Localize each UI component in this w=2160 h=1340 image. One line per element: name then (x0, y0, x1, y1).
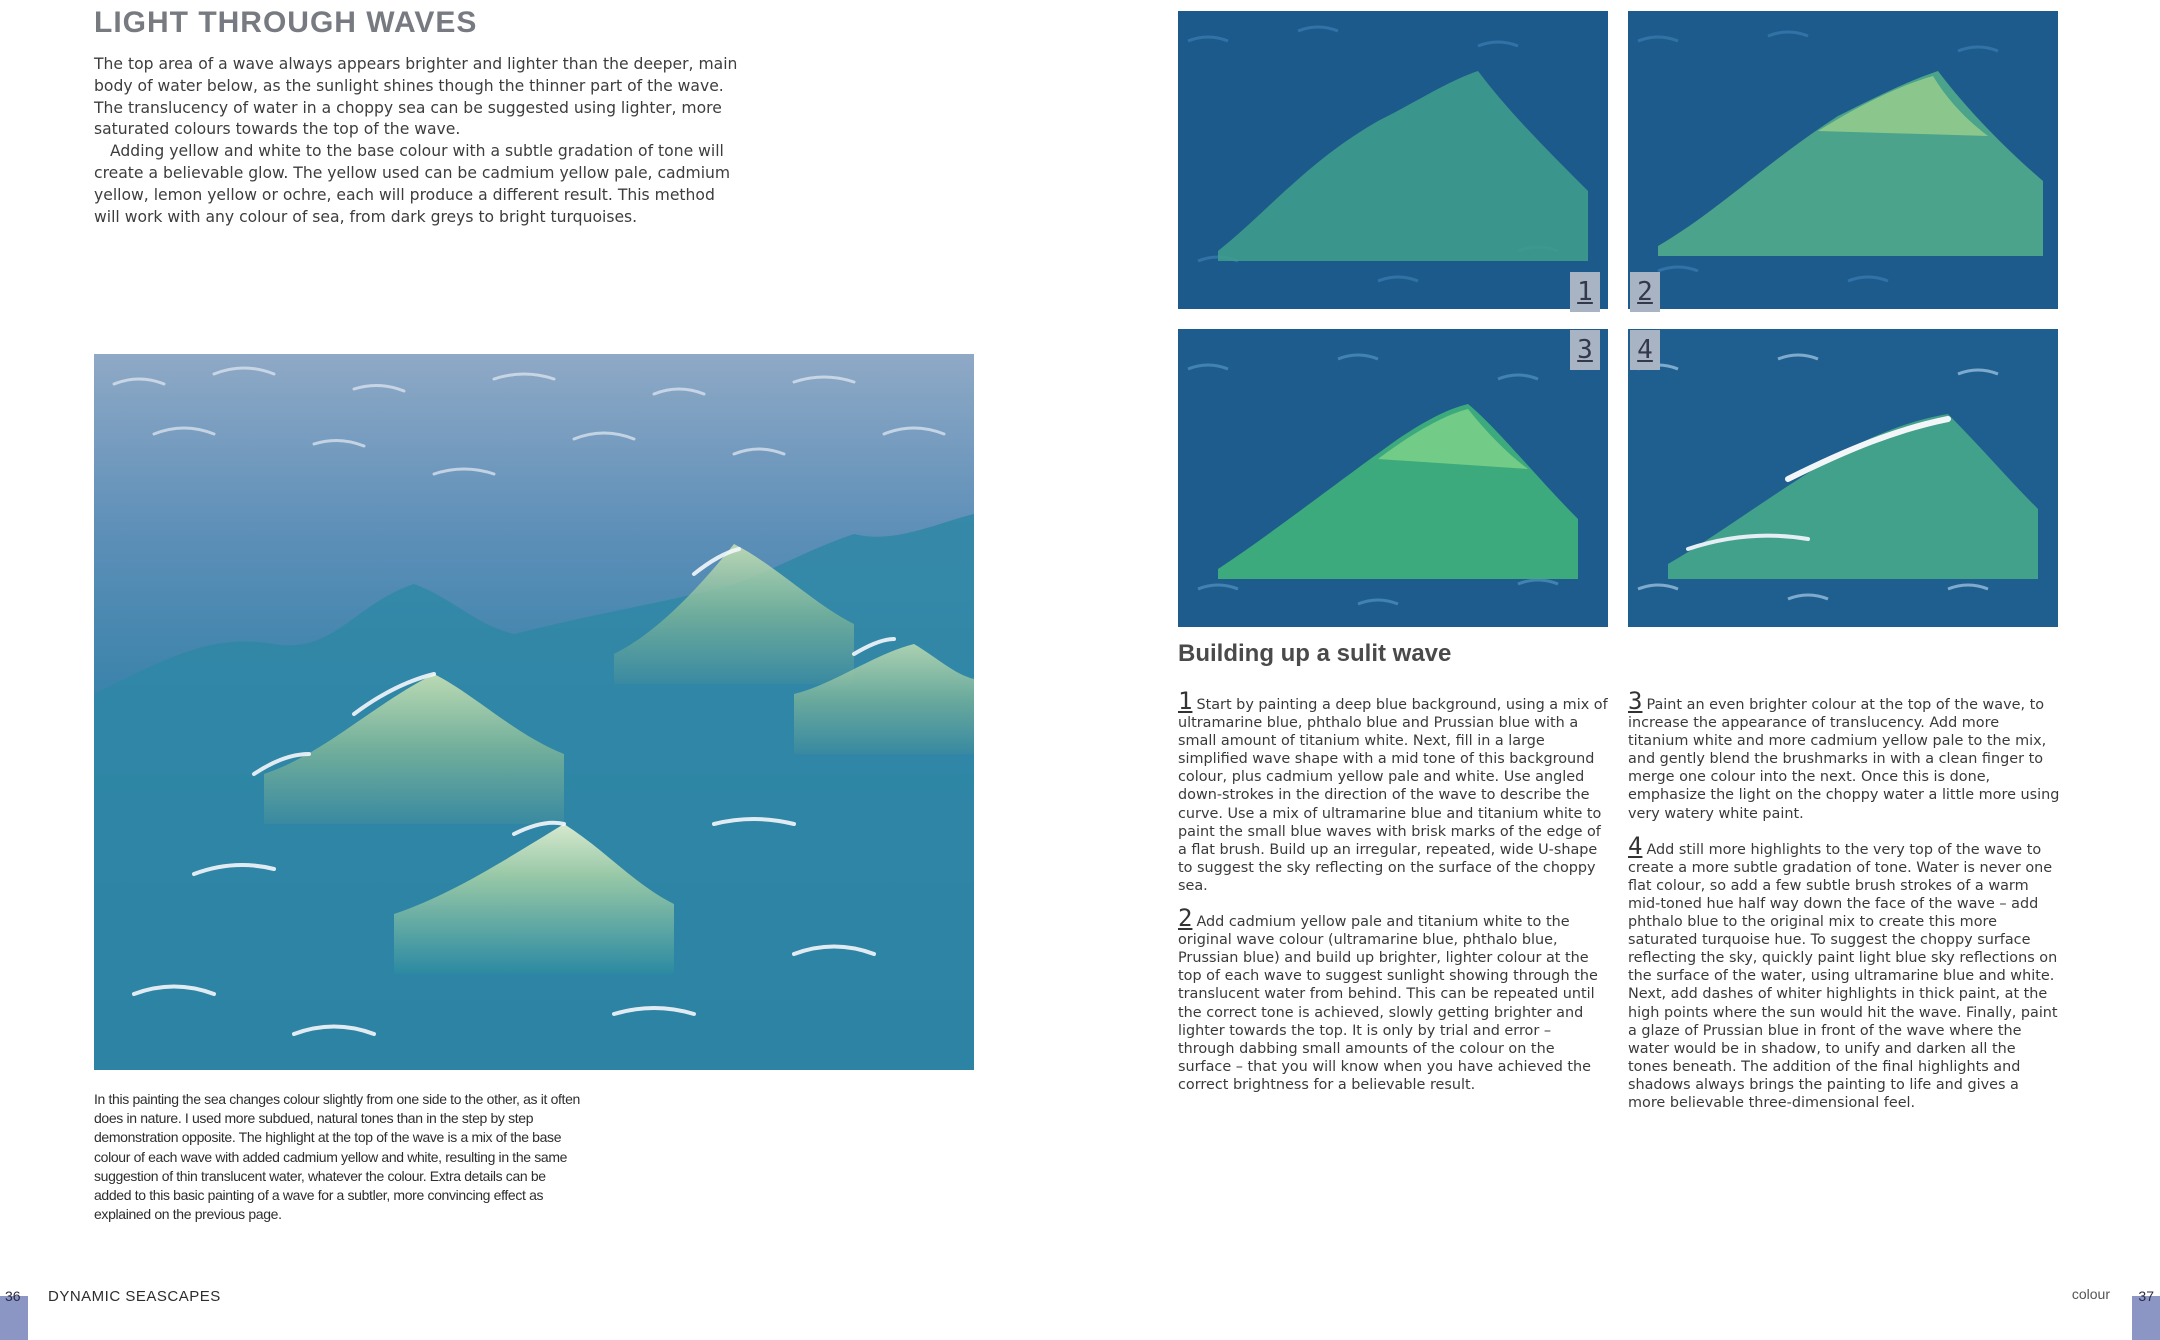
step-2-image (1628, 11, 2058, 309)
step-badge: 3 (1570, 330, 1600, 370)
section-subheading: Building up a sulit wave (1178, 640, 1452, 667)
step-text: Paint an even brighter colour at the top of the wave, to increase the appearance of translucency. Add more titanium white and more cadmium yellow pale to the mix, and gently blend the brushmarks in with a clean finger to merge one colour into the next. Once this is done, emphasize the light on the choppy water a little more using very watery white paint. (1628, 697, 2060, 822)
step-badge: 1 (1570, 272, 1600, 312)
step-1-image (1178, 11, 1608, 309)
steps-column-right (1628, 687, 2060, 1126)
step-text: Start by painting a deep blue background, using a mix of ultramarine blue, phthalo blue and Prussian blue with a small amount of titanium white. Next, fill in a large simplified wave shape with a mid tone of this background colour, plus cadmium yellow pale and white. Use angled down-strokes in the direction of the wave to describe the curve. Use a mix of ultramarine blue and titanium white to paint the small blue waves with brisk marks of the edge of a flat brush. Build up an irregular, repeated, wide U-shape to suggest the sky reflecting on the surface of the choppy sea. (1178, 697, 1608, 894)
painting-caption: In this painting the sea changes colour slightly from one side to the other, as it often does in nature. I used more subdued, natural tones than in the step by step demonstration opposite. The highlight at the top of the wave is a mix of the base colour of each wave with added cadmium yellow and white, resulting in the same suggestion of thin translucent water, whatever the colour. Extra details can be added to this basic painting of a wave for a subtler, more convincing effect as explained on the previous page. (94, 1091, 580, 1223)
page-number: 36 (5, 1288, 21, 1304)
step-number: 4 (1628, 831, 1643, 860)
step-text: Add cadmium yellow pale and titanium white to the original wave colour (ultramarine blue, phthalo blue, Prussian blue) and build up brighter, lighter colour at the top of each wave to suggest sunlight showing through the translucent water from behind. This can be repeated until the correct tone is achieved, slowly getting brighter and lighter towards the top. It is only by trial and error – through dabbing small amounts of the colour on the surface – that you will know when you have achieved the correct brightness for a believable result. (1178, 914, 1598, 1093)
step-number: 3 (1628, 687, 1643, 715)
step-badge: 2 (1630, 272, 1660, 312)
step-text: Add still more highlights to the very top of the wave to create a more subtle gradation of tone. Water is never one flat colour, so add a few subtle brush strokes of a warm mid-toned hue half way down the face of the wave – add phthalo blue to the original mix to create this more saturated turquoise hue. To suggest the choppy surface reflecting the sky, quickly paint light blue sky reflections on the surface of the water, using ultramarine blue and white. Next, add dashes of whiter highlights in thick paint, at the high points where the sun would hit the wave. Finally, paint a glaze of Prussian blue in front of the wave where the water would be in shadow, to unify and darken all the tones beneath. The addition of the final highlights and shadows always brings the painting to life and gives a more believable three-dimensional feel. (1628, 841, 2058, 1111)
step-number: 1 (1178, 687, 1193, 715)
step-paragraph (1628, 687, 2060, 823)
step-paragraph (1628, 831, 2060, 1112)
intro-paragraph: Adding yellow and white to the base colour with a subtle gradation of tone will create a believable glow. The yellow used can be cadmium yellow pale, cadmium yellow, lemon yellow or ochre, each will produce a different result. This method will work with any colour of sea, from dark greys to bright turquoises. (94, 142, 731, 226)
step-badge: 4 (1630, 330, 1660, 370)
step-4-image (1628, 329, 2058, 627)
step-paragraph (1178, 904, 1610, 1094)
page-heading: LIGHT THROUGH WAVES (94, 6, 478, 39)
running-title: DYNAMIC SEASCAPES (48, 1288, 221, 1305)
intro-paragraph: The top area of a wave always appears brighter and lighter than the deeper, main body of water below, as the sunlight shines though the thinner part of the wave. The translucency of water in a choppy sea can be suggested using lighter, more saturated colours towards the top of the wave. (94, 55, 738, 139)
step-3-image (1178, 329, 1608, 627)
chapter-label: colour (2071, 1286, 2110, 1302)
intro-text (94, 54, 744, 228)
step-paragraph (1178, 687, 1610, 895)
page-number: 37 (2138, 1288, 2154, 1304)
steps-column-left (1178, 687, 1610, 1108)
seascape-painting (94, 354, 974, 1070)
step-number: 2 (1178, 904, 1193, 933)
